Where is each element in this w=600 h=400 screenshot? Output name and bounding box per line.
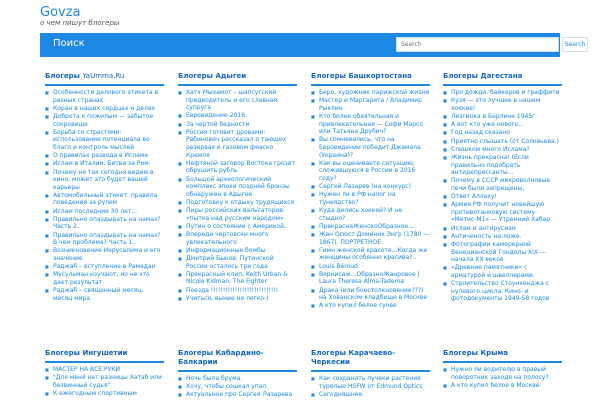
search-input[interactable] xyxy=(396,37,559,52)
post-link[interactable]: ■ ПрекраснаЖенскоОбразное... xyxy=(311,223,430,231)
post-link[interactable]: ■ Почему в СССР микроволновые печи были запрещены, xyxy=(443,177,562,192)
post-link[interactable]: ■ Строительство Стоунхенджа с нулевого цикла. Кино- и фотодокументы 1949-58 годов xyxy=(443,280,562,303)
post-link[interactable]: ■ Лезгинка в Берлине 1945г xyxy=(443,113,562,121)
column-title[interactable] xyxy=(311,72,430,86)
post-link[interactable]: ■ Автомобильный этикет: правила поведения за рулем xyxy=(45,192,164,207)
column-title-text: Блогеры Дагестана xyxy=(443,72,523,80)
search-button[interactable]: Search xyxy=(562,37,588,52)
post-link[interactable]: ■ Большой археологический комплекс эпохи поздней бронзы обнаружен в Адыгее. xyxy=(178,176,297,199)
column-title-text: Блогеры Ингушетии xyxy=(45,349,128,357)
column-title[interactable] xyxy=(443,349,562,363)
blog-column xyxy=(311,349,430,399)
post-link[interactable]: ■ Беро, художник парижской жизни xyxy=(311,89,430,97)
post-link[interactable]: ■ Вернисаж...ОбразноЖанровое | Laura Theresa Alma-Tadema xyxy=(311,271,430,286)
post-link[interactable]: ■ Особенности делового этикета в разных странах xyxy=(45,89,164,104)
column-subtitle: YaUmma.Ru xyxy=(82,72,125,80)
post-link[interactable]: ■ Подготовку к отдыху трудящихся xyxy=(178,199,297,207)
post-link[interactable]: ■ Раджаб – священный месяц, месяц мира xyxy=(45,287,164,302)
post-link[interactable]: ■ Раджаб – вступление в Рамадан xyxy=(45,263,164,271)
column-title[interactable] xyxy=(45,349,164,363)
post-list xyxy=(178,89,297,302)
column-title[interactable] xyxy=(443,72,562,86)
search-bar xyxy=(40,33,586,57)
post-link[interactable]: ■ Нужно ли водителю в правый поворотник заходя на полосу? xyxy=(443,366,562,381)
column-title[interactable] xyxy=(45,72,164,86)
blog-column xyxy=(311,72,430,311)
blog-column xyxy=(443,349,562,390)
post-link[interactable]: ■ Louis Béroud xyxy=(311,263,430,271)
post-list xyxy=(45,366,164,398)
column-title-text: Блогеры Башкортостана xyxy=(311,72,412,80)
site-description: о чем пишут блогеры xyxy=(40,19,120,27)
blog-column xyxy=(45,72,164,303)
post-link[interactable]: ■ Ночь была брума. xyxy=(178,375,297,383)
post-link[interactable]: ■ Хочу, чтобы сошкал упал xyxy=(178,383,297,391)
column-title-text: Блогеры Карачаево-Черкесии xyxy=(311,349,396,366)
post-link[interactable]: ■ Возникновение Иерусалима и его значение xyxy=(45,247,164,262)
blog-column xyxy=(443,72,562,304)
post-link[interactable]: ■ Актуальное про Сергея Лазарева xyxy=(178,391,297,399)
post-link[interactable]: ■ А вот кто уже нового... xyxy=(443,121,562,129)
post-link[interactable]: ■ Куда делись хоккей? И не стыдно? xyxy=(311,207,430,222)
column-title-text: Блогеры Крыма xyxy=(443,349,508,357)
post-link[interactable]: ■ МАСТЕР НА ВСЕ РУКИ xyxy=(45,366,164,374)
post-link[interactable]: ■ Дмитрий Быков: Путинской России осталось три года xyxy=(178,255,297,270)
post-list xyxy=(311,375,430,398)
post-link[interactable]: ■ О правилах развода в Исламе xyxy=(45,152,164,160)
post-link[interactable]: ■ К ежегодным спортивным xyxy=(45,390,164,398)
post-list xyxy=(311,89,430,310)
post-link[interactable]: ■ Хатх Мыхамот – шапсугский предводитель и его славная супруга xyxy=(178,89,297,112)
post-link[interactable]: ■ Мусульман изучают, но не это дает результат xyxy=(45,271,164,286)
post-link[interactable]: ■ Ислам и антирусизм xyxy=(443,225,562,233)
post-link[interactable]: ■ Гимн женской красоте...Когда же женщины особенно красива?.. xyxy=(311,247,430,262)
post-link[interactable]: ■ Ответ Аллаху! xyxy=(443,193,562,201)
post-link[interactable]: ■ Россия готовит дровами: Рабинович рассказал о тающих резервах и газовом фиаско Кремля xyxy=(178,129,297,159)
post-link[interactable]: ■ Про дожди, байкеров и граффити xyxy=(443,89,562,97)
post-link[interactable]: ■ Год назад сказано xyxy=(443,129,562,137)
post-link[interactable]: ■ Борьба со страстями: использование потенциала во благо и контроль мыслей xyxy=(45,129,164,152)
post-list xyxy=(45,89,164,302)
post-link[interactable]: ■ Мастер и Маргарита / Владимир Рыклин xyxy=(311,97,430,112)
post-list xyxy=(443,89,562,303)
post-link[interactable]: ■ Впереди чертовски много увлекательного xyxy=(178,231,297,246)
post-link[interactable]: ■ Прекрасный клип. Keith Urban & Nicole Kidman: The Fighter xyxy=(178,271,297,286)
post-link[interactable]: ■ Пиры российских вальсаторов: «пытка над русским народом» xyxy=(178,207,297,222)
column-title-text: Блогеры Кабардино-Балкарии xyxy=(178,349,264,366)
post-link[interactable]: ■ Сергей Лазарев (на конкурс) xyxy=(311,183,430,191)
post-link[interactable]: ■ Ислам последние 30 лет... xyxy=(45,208,164,216)
blog-column xyxy=(178,72,297,303)
blog-column xyxy=(178,349,297,400)
column-title[interactable] xyxy=(178,72,297,86)
post-link[interactable]: ■ Фотографии камерерной Венецианской Гондолы XIX — начала XX веков xyxy=(443,241,562,264)
column-title-text: Блогеры Адыгеи xyxy=(178,72,247,80)
column-title-text: Блогеры xyxy=(45,72,81,80)
post-link[interactable]: ■ Правильно опаздывать на намаз? Часть 2. xyxy=(45,216,164,231)
post-link[interactable]: ■ Нужен ли в РФ налог на тунеядство? xyxy=(311,191,430,206)
column-title[interactable] xyxy=(178,349,297,372)
post-link[interactable]: ■ Античеность на ложе. xyxy=(443,233,562,241)
post-link[interactable]: ■ Поезда !!!!!!!!!!!!!!!!!!!!!!!!!!!! xyxy=(178,287,297,295)
post-list xyxy=(178,375,297,399)
post-link[interactable]: ■ За чертой бедности xyxy=(178,121,297,129)
post-link[interactable]: ■ Слишком много Ислама? xyxy=(443,146,562,154)
post-link[interactable]: ■ Информационные бомбы xyxy=(178,247,297,255)
post-link[interactable]: ■ Армия РФ получит новейшую противотанковую систему «Метис-М1» — Утренний Хабар xyxy=(443,201,562,224)
post-link[interactable]: ■ А кто купил белое в Москве. xyxy=(443,382,562,390)
post-link[interactable]: ■ Кто более обаятельная и привлекательная — Софи Марсо или Татьяна Друбич? xyxy=(311,113,430,136)
post-link[interactable]: ■ «Древние памятники» с арматурой и швеллерами. xyxy=(443,264,562,279)
post-link[interactable]: ■ Путин о состоянии с Америкой.. xyxy=(178,223,297,231)
post-link[interactable]: ■ Правильно опаздывать на намаз? В чем проблема? Часть 1. xyxy=(45,232,164,247)
post-link[interactable]: ■ Почему не так сегодня видим в кино, может это будет вашей карьеры xyxy=(45,169,164,192)
post-link[interactable]: ■ Приятно слышать (от Соловьева.) xyxy=(443,138,562,146)
blog-column xyxy=(45,349,164,398)
post-link[interactable]: ■ Вы сомневались, что на Евровидении победит Джамала (Украина)? xyxy=(311,136,430,159)
post-link[interactable]: ■ Коран в наших сердцах и делах xyxy=(45,105,164,113)
post-link[interactable]: ■ Учиться, выние не легко-) xyxy=(178,295,297,303)
post-link[interactable]: ■ Жизнь прекрасна! (Если правильно подобрать антидепрессанты... xyxy=(443,154,562,177)
post-link[interactable]: ■ Доброта к пожилым — забытое сокровище xyxy=(45,113,164,128)
column-title[interactable] xyxy=(311,349,430,372)
post-list xyxy=(443,366,562,389)
post-link[interactable]: ■ Нефтяной заговор Востока грозит обрушить рубль xyxy=(178,160,297,175)
post-link[interactable]: ■ Дракa (или боестолкновение???) на Хованском кладбище в Москве xyxy=(311,287,430,302)
post-link[interactable]: ■ Как вы оцениваете ситуацию, сложившуюся в России в 2016 году? xyxy=(311,160,430,183)
post-link[interactable]: ■ Евровидение-2016. xyxy=(178,112,297,120)
post-link[interactable]: ■ Как сохранить пучеки растения турелью HSFW от Edmund Optics xyxy=(311,375,430,390)
post-link[interactable]: ■ Жан Огюст Доминик Энгр (1780 — 1867). ПОРТРЕТНОЕ xyxy=(311,231,430,246)
search-bar-title: Поиск xyxy=(53,38,85,49)
site-title[interactable]: Govza xyxy=(40,5,81,20)
post-link[interactable]: ■ А кто купил белое суове xyxy=(311,302,430,310)
post-link[interactable]: ■ Кузя — это лучшее в нашем хоккее! xyxy=(443,97,562,112)
post-link[interactable]: ■ Сегодняшнее xyxy=(311,391,430,399)
post-link[interactable]: ■ Ислам в Италии. Битва за Рим. xyxy=(45,160,164,168)
post-link[interactable]: ■ "Для меня нет разницы Хатаб или безвинный судья" xyxy=(45,374,164,389)
